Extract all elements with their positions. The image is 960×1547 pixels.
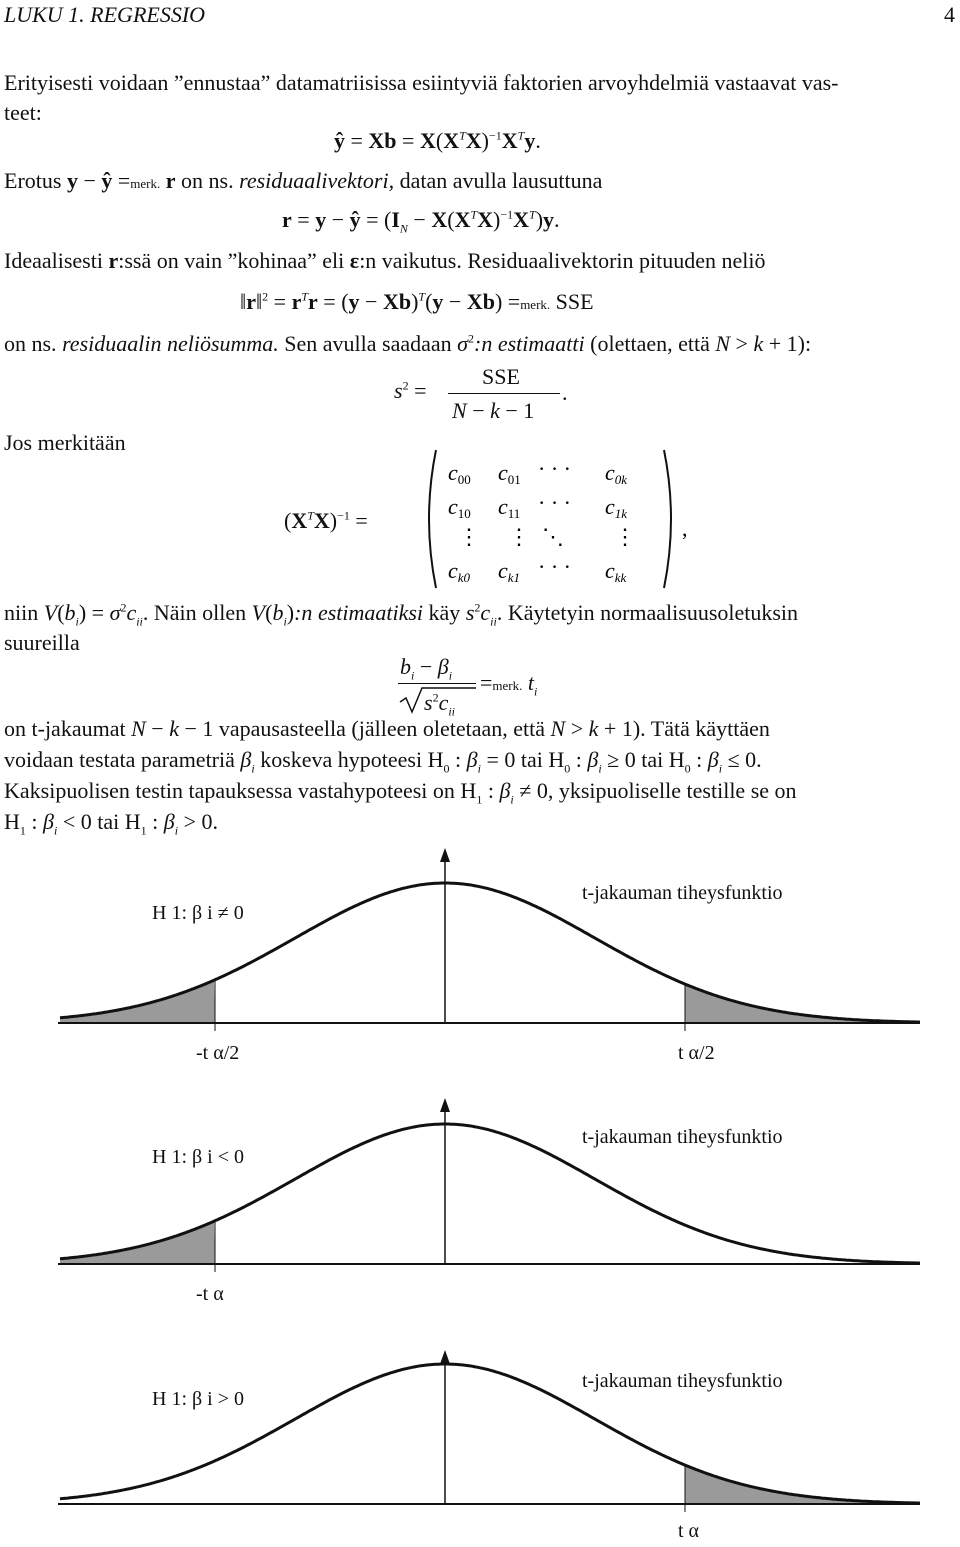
para5-line2: suureilla [4,630,80,655]
plot1-arrow-icon [440,848,450,862]
plot2-hypothesis: H 1: β i < 0 [152,1146,245,1168]
s2-numerator: SSE [482,364,520,389]
para1-line2: teet: [4,100,42,125]
svg-text:⋱: ⋱ [542,524,564,549]
para4: on ns. residuaalin neliösumma. Sen avulla saadaan $\sigma^2:n$ estimaatti (olettaen, että N > k + 1): [4,331,812,356]
svg-text:⋮: ⋮ [614,524,636,549]
plot1-left-critical: -t α/2 [196,1042,240,1064]
plot3-right-critical: t α [678,1520,700,1542]
plot1-hypothesis: H 1: β i ≠ 0 [152,902,244,924]
svg-text:⋮: ⋮ [508,524,530,549]
page-number: 4 [944,2,955,27]
plot1-right-tail [685,984,920,1023]
equation-yhat: ŷ = $Xb = X(X^TX)^{-1}X^Ty$. [334,128,541,153]
para6-line1: on t-jakaumat N − k − 1 vapausasteella (jälleen oletetaan, että N > k + 1). Tätä käyttäen [4,716,770,741]
chapter-header: LUKU 1. REGRESSIO [4,2,206,27]
para3: Ideaalisesti r:ssä on vain ”kohinaa” eli ε:n vaikutus. Residuaalivektorin pituuden neliö [4,248,766,273]
t-distribution-plots [0,840,960,1547]
svg-text:c00: c00 [448,460,471,487]
fraction-bar [448,393,560,394]
plot2-caption: t-jakauman tiheysfunktio [582,1126,783,1148]
para5-line1: niin $V(b_i) = \sigma^2c_{ii}$. Näin ollen $V(b_i):n$ estimaatiksi käy $s^2c_{ii}$. Käytetyin normaalisuusoletuksin [4,600,799,629]
s2-denominator: N − k − 1 [452,398,535,423]
para6-line4: $H_1$ : $\beta_i < 0$ tai $H_1$ : $\beta_i > 0$. [4,809,218,838]
matrix-lhs: $(X^TX)^{-1}$ = [284,508,368,533]
plot1-right-critical: t α/2 [678,1042,715,1064]
plot2-left-critical: -t α [196,1283,224,1305]
para6-line3: Kaksipuolisen testin tapauksessa vastahypoteesi on $H_1$ : $\beta_i \ne 0$, yksipuoliselle testille se on [4,778,797,807]
svg-text:· · ·: · · · [538,456,571,481]
t-denominator: $s^2c_{ii}$ [424,690,455,719]
plot3-hypothesis: H 1: β i > 0 [152,1388,245,1410]
t-definition: =merk. $t_i$ [480,670,538,699]
plot3-arrow-icon [440,1350,450,1364]
s2-period: . [562,380,568,405]
svg-text:c01: c01 [498,460,521,487]
t-numerator: $b_i - \beta_i$ [400,654,453,683]
para2: Erotus y − ŷ =merk. r on ns. residuaalivektori, datan avulla lausuttuna [4,168,603,193]
para6-line2: voidaan testata parametriä $\beta_i$ koskeva hypoteesi $H_0$ : $\beta_i = 0$ tai $H_0$ : $\beta_i \ge 0$ tai $H_0$ : $\beta_i \le 0$. [4,747,762,776]
plot1-caption: t-jakauman tiheysfunktio [582,882,783,904]
svg-text:ckk: ckk [605,558,627,585]
plot3-right-tail [685,1465,920,1504]
svg-text:⋮: ⋮ [458,524,480,549]
svg-text:c1k: c1k [605,494,628,521]
equation-norm: ‖r‖$^2$ = $r^Tr = (y - Xb)^T(y - Xb)$ =merk. SSE [240,289,594,314]
jos-merkitaan: Jos merkitään [4,430,126,455]
svg-text:c10: c10 [448,494,471,521]
plot3-caption: t-jakauman tiheysfunktio [582,1370,783,1392]
svg-text:c0k: c0k [605,460,628,487]
plot3-density-curve [60,1364,920,1503]
svg-text:ck1: ck1 [498,558,521,585]
svg-text:· · ·: · · · [538,554,571,579]
plot2-arrow-icon [440,1098,450,1112]
covariance-matrix [420,444,720,594]
para1-line1: Erityisesti voidaan ”ennustaa” datamatriisissa esiintyviä faktorien arvoyhdelmiä vastaavat vas- [4,70,839,95]
svg-text:,: , [682,516,688,541]
equation-r: r = y − ŷ = $(I_N - X(X^TX)^{-1}X^T)y$. [282,207,560,236]
equation-s2: $s^2$ = [394,378,427,403]
svg-text:· · ·: · · · [538,490,571,515]
svg-text:c11: c11 [498,494,521,521]
svg-text:ck0: ck0 [448,558,471,585]
